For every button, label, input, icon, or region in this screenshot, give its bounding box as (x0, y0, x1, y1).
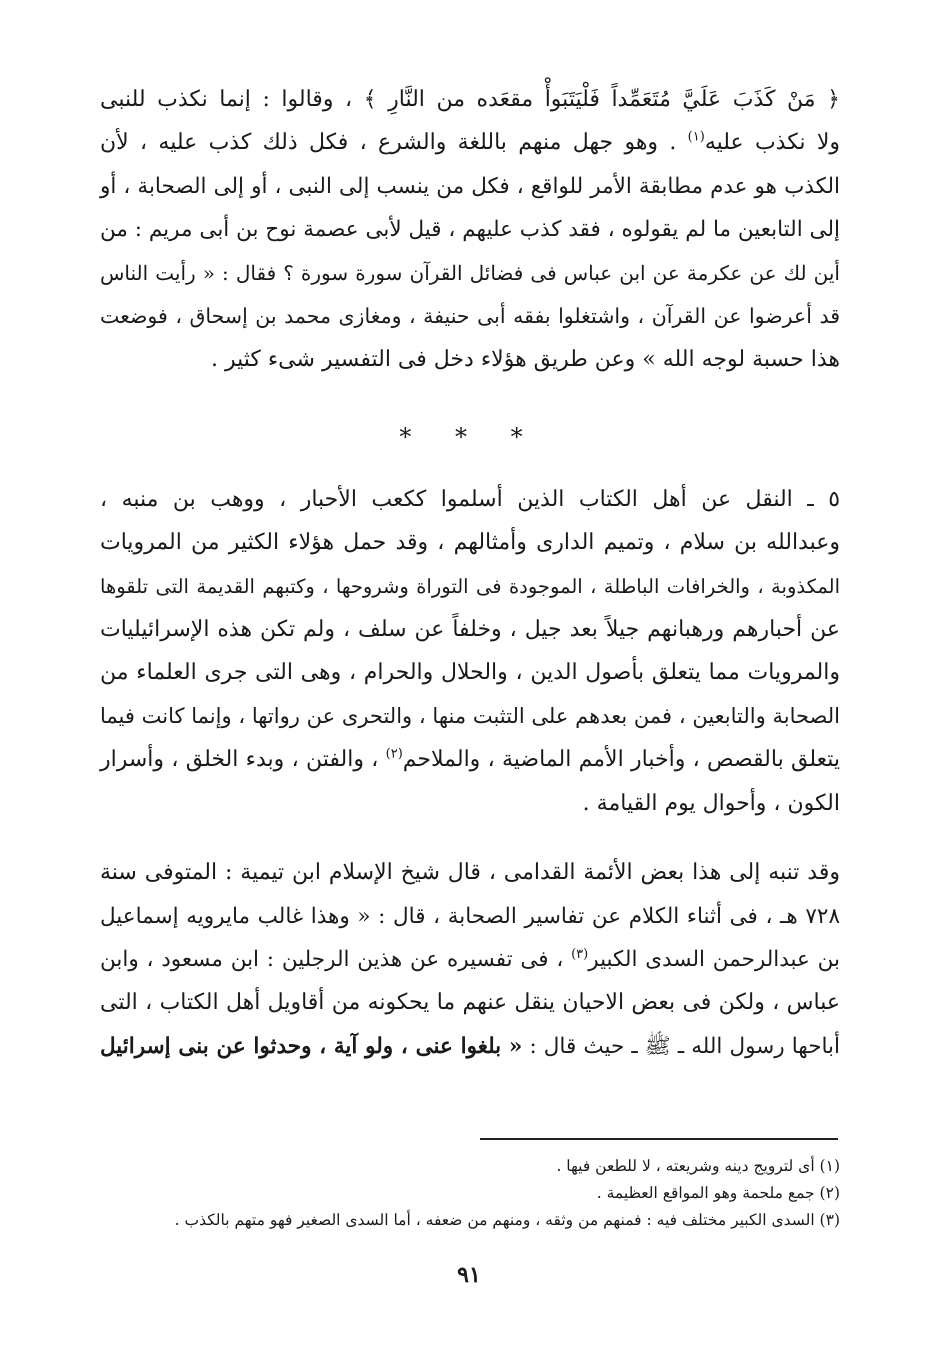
text-line: وقد تنبه إلى هذا بعض الأئمة القدامى ، قال شيخ الإسلام ابن تيمية : المتوفى سنة (100, 860, 840, 886)
text-line-start: يتعلق بالقصص ، وأخبار الأمم الماضية ، والملاحم (402, 747, 840, 773)
text-line: والمرويات مما يتعلق بأصول الدين ، والحلال والحرام ، وهى التى جرى العلماء من (100, 660, 840, 686)
text-line: الكذب هو عدم مطابقة الأمر للواقع ، فكل من ينسب إلى النبى ، أو إلى الصحابة ، أو (100, 173, 840, 199)
text-line: قد أعرضوا عن القرآن ، واشتغلوا بفقه أبى حنيفة ، ومغازى محمد بن إسحاق ، فوضعت (100, 304, 840, 329)
text-line: ٥ ـ النقل عن أهل الكتاب الذين أسلموا ككعب الأحبار ، ووهب بن منبه ، (100, 486, 841, 512)
text-line (100, 738, 840, 781)
footnote-ref-1[interactable]: (١) (687, 130, 705, 146)
text-line (100, 938, 840, 981)
text-line: أين لك عن عكرمة عن ابن عباس فى فضائل القرآن سورة سورة ؟ فقال : « رأيت الناس (100, 260, 840, 285)
paragraph-2 (100, 478, 840, 825)
text-line: ٧٢٨ هـ ، فى أثناء الكلام عن تفاسير الصحابة ، قال : « وهذا غالب مايرويه إسماعيل (100, 903, 840, 929)
text-line (100, 1025, 840, 1068)
text-line-end: ، فى تفسيره عن هذين الرجلين : ابن مسعود ، وابن (100, 946, 572, 972)
hadith-quote: « بلغوا عنى ، ولو آية ، وحدثوا عن بنى إسرائيل (100, 1033, 523, 1059)
text-line: ﴿ مَنْ كَذَبَ عَلَيَّ مُتَعَمِّداً فَلْيَتَبَوأْ مقعَده من النَّارِ ﴾ ، وقالوا : إنما نكذب للنبى (100, 87, 840, 112)
footnote-divider (480, 1138, 838, 1140)
footnote-ref-2[interactable]: (٢) (385, 746, 403, 762)
text-line: هذا حسبة لوجه الله » وعن طريق هؤلاء دخل فى التفسير شىء كثير . (210, 347, 840, 373)
footnote-1: (١) أى لترويج دينه وشريعته ، لا للطعن فيها . (556, 1157, 840, 1175)
text-line: عن أحبارهم ورهبانهم جيلاً بعد جيل ، وخلفاً عن سلف ، ولم تكن هذه الإسرائيليات (100, 617, 840, 643)
footnote-ref-3[interactable]: (٣) (571, 946, 589, 962)
text-line: إلى التابعين ما لم يقولوه ، فقد كذب عليهم ، قيل لأبى عصمة نوح بن أبى مريم : من (100, 217, 840, 243)
text-line-start: ولا نكذب عليه (704, 130, 840, 156)
text-line: المكذوبة ، والخرافات الباطلة ، الموجودة فى التوراة وشروحها ، وكتبهم القديمة التى تلقوها (100, 574, 840, 598)
text-line: الكون ، وأحوال يوم القيامة . (582, 790, 840, 816)
text-line-end: . وهو جهل منهم باللغة والشرع ، فكل ذلك كذب عليه ، لأن (100, 130, 688, 156)
section-separator: * * * (399, 422, 541, 451)
footnote-2: (٢) جمع ملحمة وهو المواقع العظيمة . (596, 1184, 840, 1202)
text-line: الصحابة والتابعين ، فمن بعدهم على التثبت منها ، والتحرى عن رواتها ، وإنما كانت فيما (100, 703, 840, 728)
paragraph-gap (100, 825, 840, 851)
text-line-end: ، والفتن ، وبدء الخلق ، وأسرار (100, 747, 386, 773)
page-number: ٩١ (457, 1262, 481, 1288)
text-line-start: أباحها رسول الله ـ ﷺ ـ حيث قال : (522, 1033, 840, 1059)
paragraph-1 (100, 78, 840, 382)
text-line (100, 121, 840, 164)
footnotes (100, 1153, 840, 1234)
page-body (100, 78, 840, 1068)
paragraph-3 (100, 851, 840, 1068)
text-line: عباس ، ولكن فى بعض الاحيان ينقل عنهم ما يحكونه من أقاويل أهل الكتاب ، التى (100, 990, 840, 1016)
footnote-3: (٣) السدى الكبير مختلف فيه : فمنهم من وثقه ، ومنهم من ضعفه ، أما السدى الصغير فهو متهم بالكذب . (174, 1211, 840, 1229)
text-line-start: بن عبدالرحمن السدى الكبير (588, 946, 840, 972)
text-line: وعبدالله بن سلام ، وتميم الدارى وأمثالهم ، وقد حمل هؤلاء الكثير من المرويات (100, 530, 840, 556)
